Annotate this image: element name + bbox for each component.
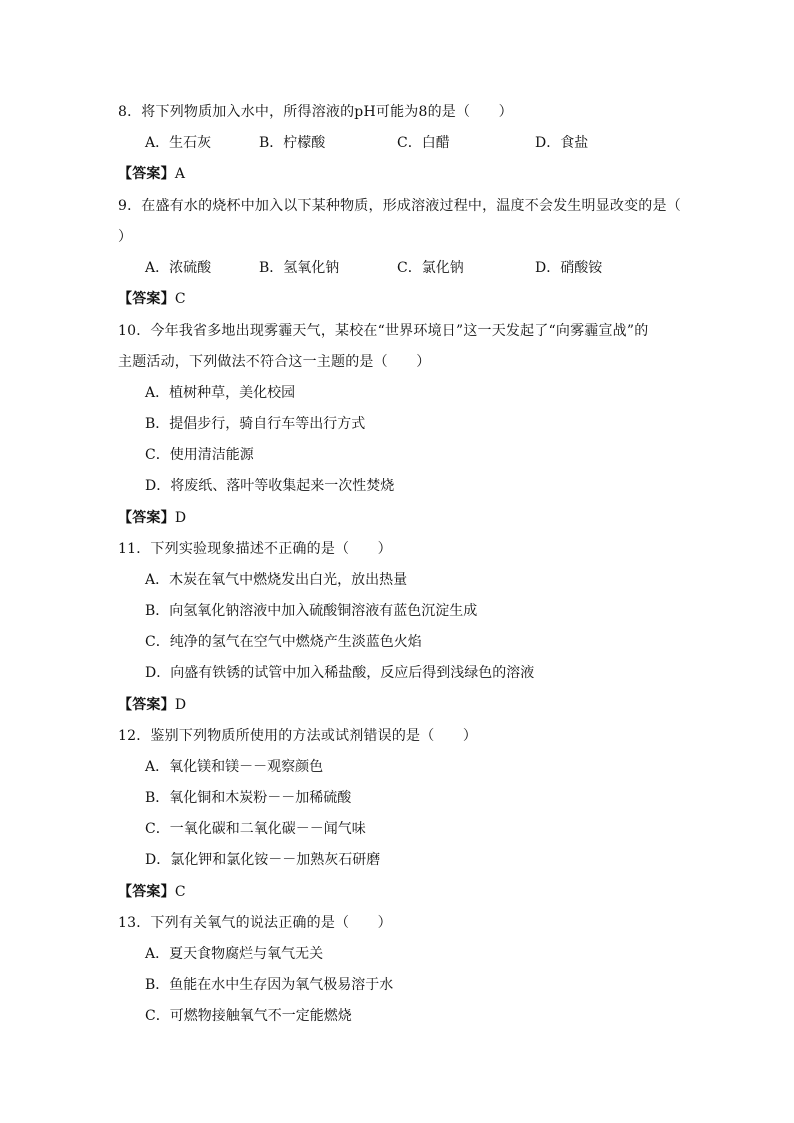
question-9-option-d: D．硝酸铵 (535, 260, 603, 276)
question-8-option-a: A．生石灰 (145, 135, 212, 151)
question-9-stem-line-1: 9．在盛有水的烧杯中加入以下某种物质，形成溶液过程中，温度不会发生明显改变的是（ (118, 198, 681, 214)
question-9-option-c: C．氯化钠 (397, 260, 464, 276)
question-12-option-b: B．氧化铜和木炭粉－－加稀硫酸 (145, 790, 352, 806)
question-11-option-a: A．木炭在氧气中燃烧发出白光，放出热量 (145, 572, 408, 588)
question-8-option-b: B．柠檬酸 (259, 135, 326, 151)
question-13-stem: 13．下列有关氧气的说法正确的是（ ） (118, 915, 392, 931)
question-9-stem-line-2: ） (118, 229, 133, 245)
answer-tag: 【答案】 (118, 166, 175, 182)
question-12-option-d: D．氯化钾和氯化铵－－加熟灰石研磨 (145, 852, 381, 868)
question-10-stem-line-2: 主题活动，下列做法不符合这一主题的是（ ） (118, 354, 431, 370)
question-10-stem-line-1: 10．今年我省多地出现雾霾天气，某校在“世界环境日”这一天发起了“向雾霾宣战”的 (118, 323, 649, 339)
question-13-option-a: A．夏天食物腐烂与氧气无关 (145, 946, 324, 962)
question-10-option-d: D．将废纸、落叶等收集起来一次性焚烧 (145, 478, 395, 494)
question-10-option-b: B．提倡步行，骑自行车等出行方式 (145, 416, 366, 432)
question-10-answer (118, 509, 186, 527)
answer-value: C (174, 291, 186, 307)
question-10-option-a: A．植树种草，美化校园 (145, 385, 296, 401)
question-8-stem: 8．将下列物质加入水中，所得溶液的pH可能为8的是（ ） (118, 104, 513, 120)
question-11-option-b: B．向氢氧化钠溶液中加入硫酸铜溶液有蓝色沉淀生成 (145, 603, 478, 619)
answer-tag: 【答案】 (118, 510, 175, 526)
question-9-option-b: B．氢氧化钠 (259, 260, 340, 276)
question-11-option-d: D．向盛有铁锈的试管中加入稀盐酸，反应后得到浅绿色的溶液 (145, 665, 535, 681)
question-8-option-c: C．白醋 (397, 135, 450, 151)
question-12-option-a: A．氧化镁和镁－－观察颜色 (145, 759, 324, 775)
question-12-answer (118, 883, 186, 901)
question-12-stem: 12．鉴别下列物质所使用的方法或试剂错误的是（ ） (118, 728, 478, 744)
question-8-option-d: D．食盐 (535, 135, 589, 151)
answer-value: C (174, 884, 186, 900)
question-9-answer (118, 290, 186, 308)
answer-value: A (174, 166, 186, 182)
question-13-option-c: C．可燃物接触氧气不一定能燃烧 (145, 1008, 352, 1024)
question-10-option-c: C．使用清洁能源 (145, 447, 254, 463)
answer-value: D (174, 697, 187, 713)
answer-tag: 【答案】 (118, 291, 175, 307)
answer-tag: 【答案】 (118, 697, 175, 713)
answer-value: D (174, 510, 187, 526)
question-11-option-c: C．纯净的氢气在空气中燃烧产生淡蓝色火焰 (145, 634, 422, 650)
question-11-answer (118, 696, 186, 714)
question-8-answer (118, 165, 185, 183)
question-9-option-a: A．浓硫酸 (145, 260, 212, 276)
question-11-stem: 11．下列实验现象描述不正确的是（ ） (118, 541, 392, 557)
question-12-option-c: C．一氧化碳和二氧化碳－－闻气味 (145, 821, 366, 837)
question-13-option-b: B．鱼能在水中生存因为氧气极易溶于水 (145, 977, 394, 993)
answer-tag: 【答案】 (118, 884, 175, 900)
